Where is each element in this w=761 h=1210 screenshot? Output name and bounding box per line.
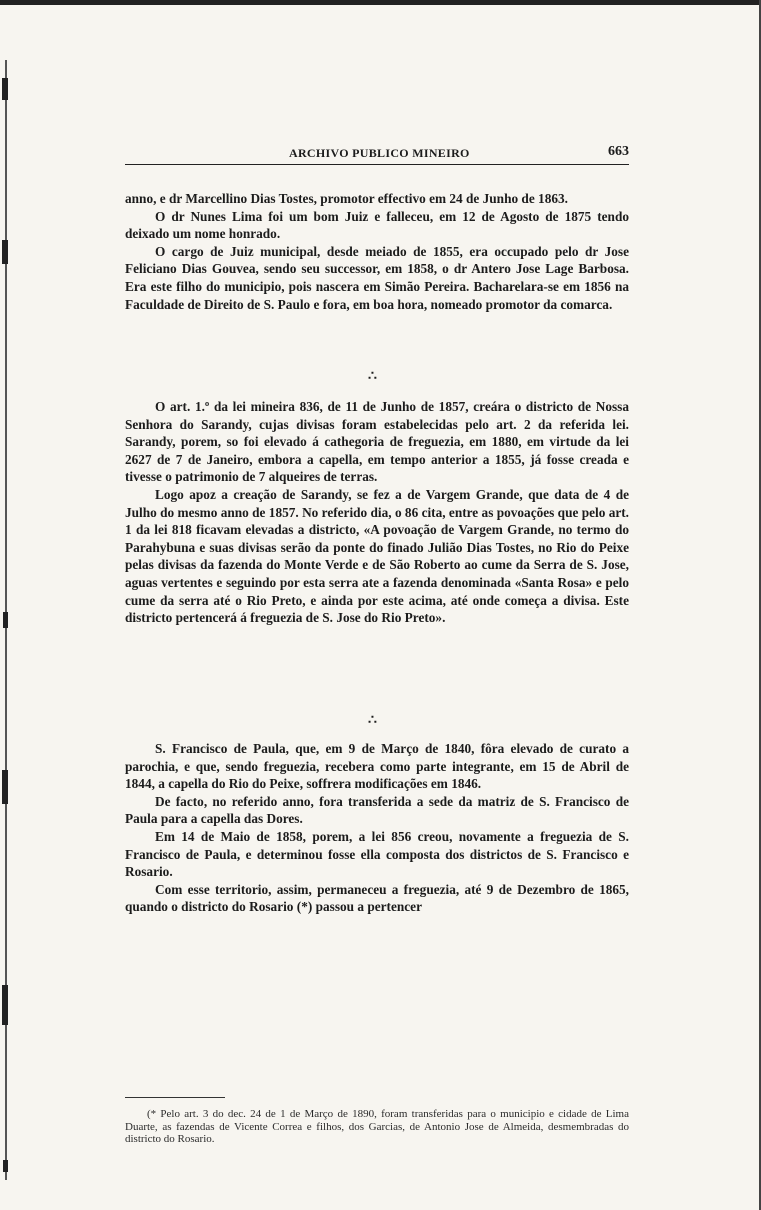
paragraph: Em 14 de Maio de 1858, porem, a lei 856 creou, novamente a freguezia de S. Francisco de Paula, e determinou fosse ella composta dos districtos de S. Francisco e Rosario.: [125, 828, 629, 880]
section-1: [125, 190, 629, 313]
paragraph: Com esse territorio, assim, permaneceu a freguezia, até 9 de Dezembro de 1865, quando o districto do Rosario (*) passou a pertencer: [125, 881, 629, 915]
scan-mark: [2, 240, 8, 264]
footnote: [125, 1108, 629, 1146]
page-header: [125, 146, 629, 165]
section-separator: ∴: [368, 713, 377, 728]
scan-mark: [2, 78, 8, 100]
paragraph: O cargo de Juiz municipal, desde meiado de 1855, era occupado pelo dr Jose Feliciano Dias Gouvea, sendo seu successor, em 1858, o dr Antero Jose Lage Barbosa. Era este filho do municipio, pois nascera em Simão Pereira. Bacharelara-se em 1856 na Faculdade de Direito de S. Paulo e fora, em boa hora, nomeado promotor da comarca.: [125, 243, 629, 312]
paragraph: Logo apoz a creação de Sarandy, se fez a de Vargem Grande, que data de 4 de Julho do mesmo anno de 1857. No referido dia, o 86 cita, entre as povoações que pelo art. 1 da lei 818 ficavam elevadas a districto, «A povoação de Vargem Grande, no termo do Parahybuna e suas divisas serão da ponte do finado Julião Dias Tostes, no Rio do Peixe pelas divisas da fazenda do Monte Verde e de São Roberto ao cume da Serra de S. Jose, aguas vertentes e seguindo por esta serra ate a fazenda denominada «Santa Rosa» e pelo cume da serra até o Rio Preto, e ainda por este acima, até onde começa a divisa. Este districto pertencerá á freguezia de S. Jose do Rio Preto».: [125, 486, 629, 626]
section-3: [125, 740, 629, 916]
scan-mark: [2, 985, 8, 1025]
paragraph: O art. 1.º da lei mineira 836, de 11 de Junho de 1857, creára o districto de Nossa Senhora do Sarandy, cujas divisas foram estabelecidas pelo art. 2 da referida lei. Sarandy, porem, so foi elevado á cathegoria de freguezia, em 1880, em virtude da lei 2627 de 7 de Janeiro, embora a capella, em tempo anterior a 1855, já fosse creada e tivesse o patrimonio de 7 alqueires de terras.: [125, 399, 629, 485]
scan-mark: [3, 1160, 8, 1172]
scan-mark: [2, 770, 8, 804]
footnote-text: (* Pelo art. 3 do dec. 24 de 1 de Março de 1890, foram transferidas para o municipio e cidade de Lima Duarte, as fazendas de Vicente Correa e filhos, dos Garcias, de Antonio Jose de Almeida, desmembradas do districto do Rosario.: [125, 1108, 629, 1146]
paragraph: De facto, no referido anno, fora transferida a sede da matriz de S. Francisco de Paula para a capella das Dores.: [125, 793, 629, 827]
paragraph: anno, e dr Marcellino Dias Tostes, promotor effectivo em 24 de Junho de 1863.: [125, 191, 568, 206]
paragraph: S. Francisco de Paula, que, em 9 de Março de 1840, fôra elevado de curato a parochia, e que, sendo freguezia, recebera como parte integrante, em 15 de Abril de 1844, a capella do Rio do Peixe, soffrera modificações em 1846.: [125, 741, 629, 792]
running-title: ARCHIVO PUBLICO MINEIRO: [289, 146, 470, 160]
section-separator: ∴: [368, 369, 377, 384]
scan-top-edge: [0, 0, 761, 5]
section-2: [125, 398, 629, 627]
paragraph: O dr Nunes Lima foi um bom Juiz e falleceu, em 12 de Agosto de 1875 tendo deixado um nome honrado.: [125, 208, 629, 242]
scan-mark: [3, 612, 8, 628]
page-number: 663: [608, 144, 629, 159]
footnote-rule: [125, 1097, 225, 1098]
